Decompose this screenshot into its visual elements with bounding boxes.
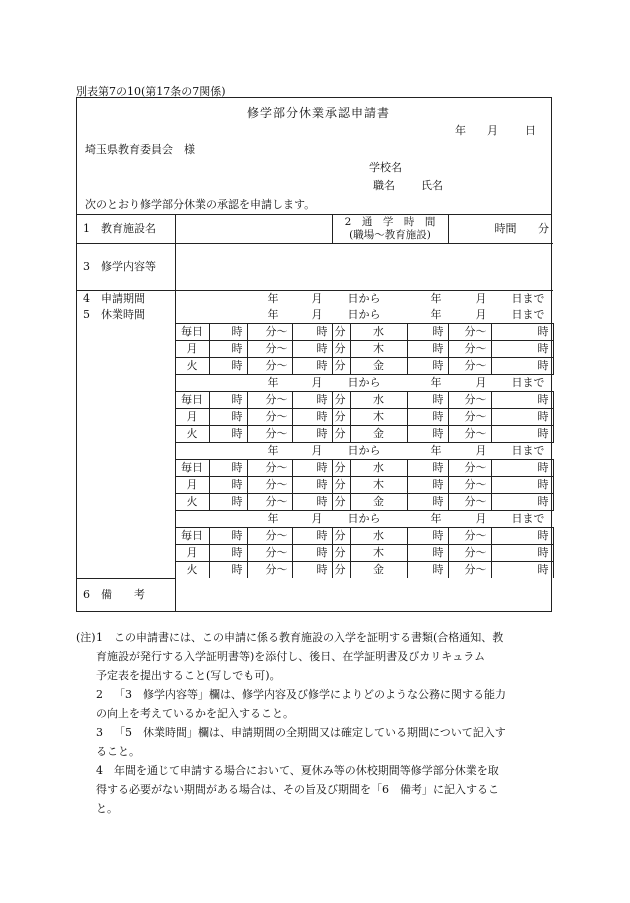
remarks-input[interactable] (175, 578, 553, 611)
start-minute[interactable]: 分～ (247, 426, 292, 443)
end-hour[interactable]: 時 (292, 324, 332, 341)
start-minute-right[interactable]: 分～ (448, 358, 491, 375)
block1-start-year-unit: 年 (267, 308, 279, 321)
commute-time-input[interactable] (448, 215, 553, 244)
block4-end-day-unit: 日まで (511, 512, 545, 525)
day-label-right: 木 (350, 545, 407, 562)
start-hour[interactable]: 時 (209, 460, 247, 477)
end-minute[interactable]: 分 (332, 477, 350, 494)
end-hour-right[interactable]: 時 (491, 392, 553, 409)
date-month-field[interactable]: 月 (487, 124, 498, 137)
block4-start-day-unit: 日から (347, 512, 381, 525)
start-minute[interactable]: 分～ (247, 341, 292, 358)
day-label: 毎日 (175, 392, 209, 409)
block4-end-month-unit: 月 (475, 512, 487, 525)
start-minute-right[interactable]: 分～ (448, 409, 491, 426)
block1-end-month-unit: 月 (475, 308, 487, 321)
block3-start-month-unit: 月 (311, 444, 323, 457)
start-minute[interactable]: 分～ (247, 528, 292, 545)
end-hour-right[interactable]: 時 (491, 545, 553, 562)
note-text: 育施設が発行する入学証明書等)を添付し、後日、在学証明書及びカリキュラム (96, 650, 486, 663)
study-content-input[interactable] (175, 244, 553, 291)
name-label: 氏名 (421, 179, 443, 192)
remarks-label: 6 備 考 (77, 578, 175, 611)
end-hour-right[interactable]: 時 (491, 494, 553, 511)
start-hour[interactable]: 時 (209, 324, 247, 341)
end-hour[interactable]: 時 (292, 477, 332, 494)
period-start-month-unit: 月 (311, 292, 323, 305)
start-hour[interactable]: 時 (209, 392, 247, 409)
block2-end-year-unit: 年 (430, 376, 442, 389)
note-text: この申請書には、この申請に係る教育施設の入学を証明する書類(合格通知、教 (114, 631, 504, 644)
day-label: 火 (175, 494, 209, 511)
school-name-label: 学校名 (369, 161, 402, 174)
start-hour[interactable]: 時 (209, 545, 247, 562)
block3-end-month-unit: 月 (475, 444, 487, 457)
day-label: 毎日 (175, 324, 209, 341)
start-minute-right[interactable]: 分～ (448, 426, 491, 443)
start-minute-right[interactable]: 分～ (448, 477, 491, 494)
day-label: 火 (175, 562, 209, 579)
start-hour[interactable]: 時 (209, 409, 247, 426)
start-hour-right[interactable]: 時 (407, 460, 448, 477)
start-minute[interactable]: 分～ (247, 460, 292, 477)
start-minute[interactable]: 分～ (247, 409, 292, 426)
end-hour-right[interactable]: 時 (491, 528, 553, 545)
start-hour[interactable]: 時 (209, 562, 247, 579)
start-minute[interactable]: 分～ (247, 477, 292, 494)
note-number: 2 (96, 688, 103, 701)
application-form (76, 97, 552, 612)
start-minute[interactable]: 分～ (247, 392, 292, 409)
end-minute[interactable]: 分 (332, 426, 350, 443)
end-hour[interactable]: 時 (292, 358, 332, 375)
start-hour[interactable]: 時 (209, 426, 247, 443)
note-number: 1 (96, 631, 103, 644)
end-hour[interactable]: 時 (292, 545, 332, 562)
start-hour[interactable]: 時 (209, 477, 247, 494)
form-table (77, 215, 553, 611)
block2-start-day-unit: 日から (347, 376, 381, 389)
end-minute[interactable]: 分 (332, 460, 350, 477)
start-minute-right[interactable]: 分～ (448, 528, 491, 545)
note-number: 4 (96, 764, 103, 777)
notes-section (76, 628, 556, 818)
start-minute-right[interactable]: 分～ (448, 545, 491, 562)
note-text: と。 (96, 802, 118, 815)
block1-end-year-unit: 年 (430, 308, 442, 321)
start-hour-right[interactable]: 時 (407, 426, 448, 443)
end-hour-right[interactable]: 時 (491, 477, 553, 494)
start-minute[interactable]: 分～ (247, 358, 292, 375)
start-minute[interactable]: 分～ (247, 324, 292, 341)
start-hour-right[interactable]: 時 (407, 477, 448, 494)
end-minute[interactable]: 分 (332, 494, 350, 511)
start-minute[interactable]: 分～ (247, 494, 292, 511)
end-minute[interactable]: 分 (332, 528, 350, 545)
day-label-right: 金 (350, 426, 407, 443)
day-label: 月 (175, 341, 209, 358)
end-hour[interactable]: 時 (292, 426, 332, 443)
end-minute[interactable]: 分 (332, 341, 350, 358)
end-hour[interactable]: 時 (292, 341, 332, 358)
start-hour[interactable]: 時 (209, 494, 247, 511)
end-minute[interactable]: 分 (332, 392, 350, 409)
day-label-right: 金 (350, 358, 407, 375)
day-label-right: 金 (350, 494, 407, 511)
start-minute-right[interactable]: 分～ (448, 392, 491, 409)
block3-end-year-unit: 年 (430, 444, 442, 457)
day-label-right: 金 (350, 562, 407, 579)
start-minute-right[interactable]: 分～ (448, 341, 491, 358)
addressee: 埼玉県教育委員会 様 (85, 143, 195, 156)
end-minute[interactable]: 分 (332, 409, 350, 426)
end-hour-right[interactable]: 時 (491, 562, 553, 579)
note-number: 3 (96, 726, 103, 739)
start-hour-right[interactable]: 時 (407, 562, 448, 579)
period-end-year-unit: 年 (430, 292, 442, 305)
application-period-label: 4 申請期間 (77, 291, 175, 308)
block2-end-day-unit: 日まで (511, 376, 545, 389)
block4-start-year-unit: 年 (267, 512, 279, 525)
end-hour[interactable]: 時 (292, 494, 332, 511)
start-hour[interactable]: 時 (209, 528, 247, 545)
start-minute-right[interactable]: 分～ (448, 494, 491, 511)
block4-end-year-unit: 年 (430, 512, 442, 525)
note-item (76, 723, 556, 761)
note-text: の向上を考えているかを記入すること。 (96, 707, 294, 720)
day-label-right: 水 (350, 528, 407, 545)
date-year-field[interactable]: 年 (455, 124, 466, 137)
end-hour[interactable]: 時 (292, 562, 332, 579)
study-content-label: 3 修学内容等 (77, 244, 175, 291)
start-hour-right[interactable]: 時 (407, 545, 448, 562)
facility-name-input[interactable] (175, 215, 332, 244)
start-hour[interactable]: 時 (209, 358, 247, 375)
day-label: 月 (175, 409, 209, 426)
end-hour-right[interactable]: 時 (491, 460, 553, 477)
start-hour[interactable]: 時 (209, 341, 247, 358)
day-label: 月 (175, 477, 209, 494)
period-start-day-unit: 日から (347, 292, 381, 305)
start-minute-right[interactable]: 分～ (448, 324, 491, 341)
period-end-month-unit: 月 (475, 292, 487, 305)
note-item (76, 685, 556, 723)
note-item (76, 761, 556, 818)
block3-start-day-unit: 日から (347, 444, 381, 457)
block1-start-day-unit: 日から (347, 308, 381, 321)
end-hour[interactable]: 時 (292, 392, 332, 409)
notes-prefix: (注) (76, 631, 96, 644)
start-hour-right[interactable]: 時 (407, 409, 448, 426)
block2-end-month-unit: 月 (475, 376, 487, 389)
application-period-input[interactable] (175, 291, 553, 308)
form-header-section (77, 98, 551, 215)
date-day-field[interactable]: 日 (525, 124, 536, 137)
day-label-right: 木 (350, 341, 407, 358)
block1-end-day-unit: 日まで (511, 308, 545, 321)
block2-start-year-unit: 年 (267, 376, 279, 389)
day-label: 火 (175, 358, 209, 375)
form-reference-label: 別表第7の10(第17条の7関係) (76, 85, 226, 98)
form-title: 修学部分休業承認申請書 (247, 106, 391, 120)
end-hour-right[interactable]: 時 (491, 409, 553, 426)
start-hour-right[interactable]: 時 (407, 358, 448, 375)
note-text: 得する必要がない期間がある場合は、その旨及び期間を「6 備考」に記入するこ (96, 783, 499, 796)
end-hour-right[interactable]: 時 (491, 324, 553, 341)
day-label: 毎日 (175, 460, 209, 477)
request-statement: 次のとおり修学部分休業の承認を申請します。 (85, 198, 316, 211)
period-start-year-unit: 年 (267, 292, 279, 305)
work-hours-period-3[interactable] (175, 443, 553, 460)
commute-time-label: 2 通 学 時 間 (職場～教育施設) (332, 215, 448, 244)
position-label: 職名 (373, 179, 395, 192)
facility-name-label: 1 教育施設名 (77, 215, 175, 244)
day-label-right: 水 (350, 392, 407, 409)
start-hour-right[interactable]: 時 (407, 392, 448, 409)
start-minute-right[interactable]: 分～ (448, 562, 491, 579)
end-hour[interactable]: 時 (292, 409, 332, 426)
start-hour-right[interactable]: 時 (407, 341, 448, 358)
note-text: 予定表を提出すること(写しでも可)。 (96, 669, 281, 682)
work-hours-period-4[interactable] (175, 511, 553, 528)
day-label: 月 (175, 545, 209, 562)
day-label-right: 木 (350, 477, 407, 494)
period-end-day-unit: 日まで (511, 292, 545, 305)
note-text: 「3 修学内容等」欄は、修学内容及び修学によりどのような公務に関する能力 (114, 688, 506, 701)
start-minute[interactable]: 分～ (247, 545, 292, 562)
end-minute[interactable]: 分 (332, 545, 350, 562)
note-text: 年間を通じて申請する場合において、夏休み等の休校期間等修学部分休業を取 (114, 764, 499, 777)
end-minute[interactable]: 分 (332, 562, 350, 579)
work-hours-period-2[interactable] (175, 375, 553, 392)
work-hours-label: 5 休業時間 (77, 307, 175, 578)
start-hour-right[interactable]: 時 (407, 324, 448, 341)
end-minute[interactable]: 分 (332, 358, 350, 375)
start-minute[interactable]: 分～ (247, 562, 292, 579)
block3-end-day-unit: 日まで (511, 444, 545, 457)
block2-start-month-unit: 月 (311, 376, 323, 389)
work-hours-period-1[interactable] (175, 307, 553, 324)
end-minute[interactable]: 分 (332, 324, 350, 341)
note-item (76, 628, 556, 685)
note-text: 「5 休業時間」欄は、申請期間の全期間又は確定している期間について記入す (114, 726, 506, 739)
start-minute-right[interactable]: 分～ (448, 460, 491, 477)
day-label: 火 (175, 426, 209, 443)
note-text: ること。 (96, 745, 140, 758)
day-label: 毎日 (175, 528, 209, 545)
day-label-right: 水 (350, 324, 407, 341)
end-hour[interactable]: 時 (292, 460, 332, 477)
day-label-right: 木 (350, 409, 407, 426)
block4-start-month-unit: 月 (311, 512, 323, 525)
start-hour-right[interactable]: 時 (407, 494, 448, 511)
commute-minutes-unit: 分 (538, 222, 549, 235)
end-hour-right[interactable]: 時 (491, 426, 553, 443)
start-hour-right[interactable]: 時 (407, 528, 448, 545)
end-hour[interactable]: 時 (292, 528, 332, 545)
block1-start-month-unit: 月 (311, 308, 323, 321)
end-hour-right[interactable]: 時 (491, 358, 553, 375)
day-label-right: 水 (350, 460, 407, 477)
work-hours-section (77, 307, 553, 578)
end-hour-right[interactable]: 時 (491, 341, 553, 358)
commute-hours-unit: 時間 (494, 222, 517, 235)
block3-start-year-unit: 年 (267, 444, 279, 457)
